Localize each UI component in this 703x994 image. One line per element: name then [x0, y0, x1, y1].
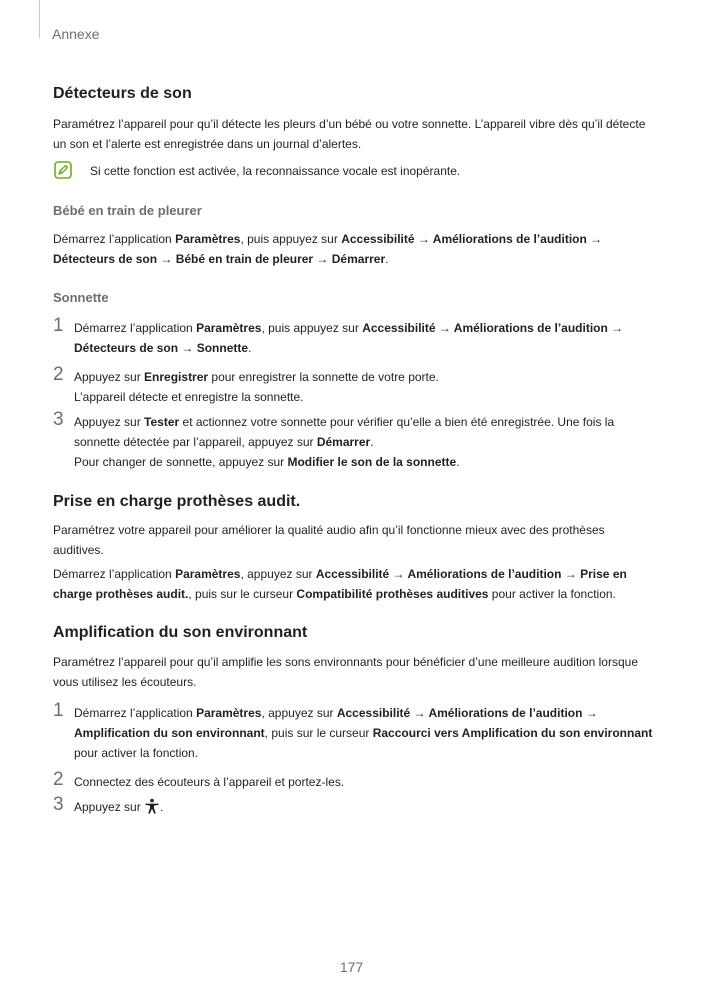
subsection-title-baby: Bébé en train de pleurer: [53, 203, 202, 218]
ambient-step-1: [53, 700, 655, 763]
section-title-sound-detectors: Détecteurs de son: [53, 85, 192, 102]
step-text: Appuyez sur Tester et actionnez votre sonnette pour vérifier qu’elle a bien été enregistrée. Une fois la sonnette détectée par l’appareil, appuyez sur Démarrer.: [74, 415, 615, 449]
step-detail: L’appareil détecte et enregistre la sonnette.: [74, 390, 304, 404]
step-text: Démarrez l’application Paramètres, puis appuyez sur Accessibilité → Améliorations de l’audition → Détecteurs de son → Sonnette.: [74, 321, 624, 355]
step-number: 1: [53, 315, 64, 336]
doorbell-step-2: [53, 364, 655, 407]
step-text: Appuyez sur Enregistrer pour enregistrer la sonnette de votre porte.: [74, 370, 439, 384]
ambient-step-3: [53, 794, 655, 817]
header-divider: [39, 0, 40, 38]
note-box: [53, 161, 655, 181]
step-number: 2: [53, 364, 64, 385]
ambient-step-2: [53, 769, 655, 792]
section-title-ambient: Amplification du son environnant: [53, 624, 308, 641]
step-number: 3: [53, 794, 64, 815]
note-text: Si cette fonction est activée, la reconnaissance vocale est inopérante.: [90, 164, 461, 178]
step-text: Connectez des écouteurs à l’appareil et portez-les.: [74, 775, 345, 789]
page-content: [53, 84, 655, 817]
note-pencil-icon: [54, 161, 72, 179]
doorbell-step-1: [53, 315, 655, 358]
step-detail: Pour changer de sonnette, appuyez sur Modifier le son de la sonnette.: [74, 455, 460, 469]
step-text: Appuyez sur .: [74, 800, 164, 814]
section-header-label: Annexe: [52, 26, 100, 42]
page-number: 177: [339, 959, 364, 975]
step-number: 3: [53, 409, 64, 430]
doorbell-steps: [53, 315, 655, 472]
accessibility-person-icon: [144, 798, 160, 814]
ambient-intro: Paramétrez l’appareil pour qu’il amplifie les sons environnants pour bénéficier d’une meilleure audition lorsque vous utilisez les écouteurs.: [53, 655, 638, 689]
step-text: Démarrez l’application Paramètres, appuyez sur Accessibilité → Améliorations de l’audition → Amplification du son environnant, puis sur le curseur Raccourci vers Amplification du son environnant pour activer la fonction.: [74, 706, 653, 760]
section-title-hearing-aid: Prise en charge prothèses audit.: [53, 493, 301, 510]
subsection-title-doorbell: Sonnette: [53, 290, 109, 305]
ambient-steps: [53, 700, 655, 817]
hearing-aid-intro: Paramétrez votre appareil pour améliorer la qualité audio afin qu’il fonctionne mieux avec des prothèses auditives.: [53, 523, 605, 557]
doorbell-step-3: [53, 409, 655, 472]
sound-detectors-intro: Paramétrez l’appareil pour qu’il détecte les pleurs d’un bébé ou votre sonnette. L’appareil vibre dès qu’il détecte un son et l’alerte est enregistrée dans un journal d’alertes.: [53, 117, 646, 151]
step-number: 2: [53, 769, 64, 790]
step-number: 1: [53, 700, 64, 721]
hearing-aid-instructions: Démarrez l’application Paramètres, appuyez sur Accessibilité → Améliorations de l’audition → Prise en charge prothèses audit., puis sur le curseur Compatibilité prothèses auditives pour activer la fonction.: [53, 567, 627, 601]
baby-instructions: Démarrez l’application Paramètres, puis appuyez sur Accessibilité → Améliorations de l’audition → Détecteurs de son → Bébé en train de pleurer → Démarrer.: [53, 232, 603, 266]
